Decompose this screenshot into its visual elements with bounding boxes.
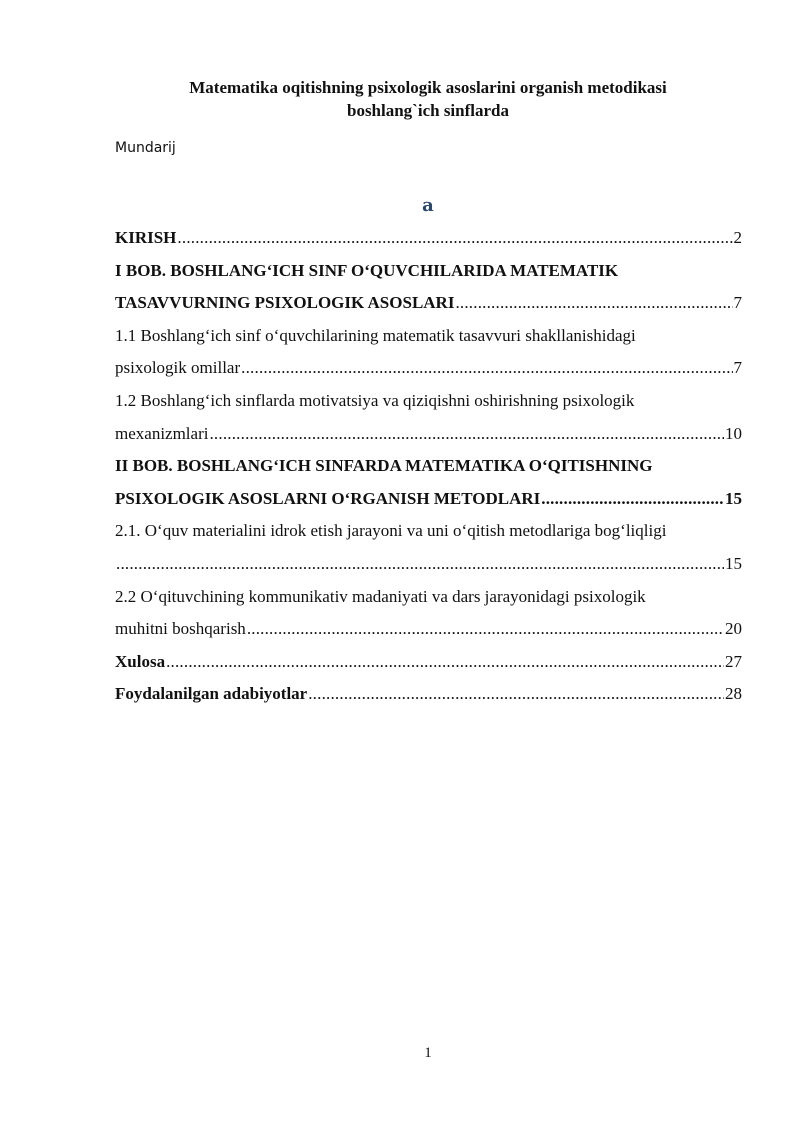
toc-leader-dots <box>241 352 732 385</box>
toc-leader-dots <box>455 287 732 320</box>
toc-entry-label: PSIXOLOGIK ASOSLARNI O‘RGANISH METODLARI <box>115 488 541 508</box>
toc-leader-dots <box>209 418 724 451</box>
toc-page-number: 7 <box>733 358 742 378</box>
toc-entry-1-2[interactable] <box>115 418 742 451</box>
toc-leader-dots <box>116 548 724 581</box>
toc-page-number: 15 <box>725 553 742 573</box>
toc-entry-label: TASAVVURNING PSIXOLOGIK ASOSLARI <box>115 293 455 313</box>
contents-label: Mundarij <box>115 140 176 156</box>
toc-leader-dots <box>177 222 732 255</box>
toc-entry-label: Foydalanilgan adabiyotlar <box>115 684 308 704</box>
toc-page-number: 15 <box>725 488 742 508</box>
document-title <box>0 76 800 122</box>
toc-leader-dots <box>541 483 724 516</box>
toc-entry-label: KIRISH <box>115 228 177 247</box>
page-number: 1 <box>424 1045 432 1061</box>
title-line-1: Matematika oqitishning psixologik asoslarini organish metodikasi <box>189 78 667 97</box>
toc-entry-label: muhitni boshqarish <box>115 619 246 639</box>
toc-page-number: 20 <box>725 619 742 639</box>
toc-leader-dots <box>166 646 724 679</box>
toc-heading: a <box>422 195 434 216</box>
toc-entry-xulosa[interactable] <box>115 646 742 679</box>
table-of-contents <box>115 222 742 711</box>
toc-leader-dots <box>308 678 724 711</box>
toc-leader-dots <box>247 613 724 646</box>
toc-entry-2-2[interactable] <box>115 613 742 646</box>
toc-entry-1-2-line-1[interactable]: 1.2 Boshlang‘ich sinflarda motivatsiya va qiziqishni oshirishning psixologik <box>115 390 635 410</box>
title-line-2: boshlang`ich sinflarda <box>346 101 509 120</box>
toc-page-number: 10 <box>725 423 742 443</box>
toc-entry-chapter-1-line-1[interactable]: I BOB. BOSHLANG‘ICH SINF O‘QUVCHILARIDA MATEMATIK <box>115 260 619 280</box>
toc-entry-chapter-1[interactable] <box>115 287 742 320</box>
toc-entry-1-1[interactable] <box>115 352 742 385</box>
toc-entry-label: psixologik omillar <box>115 358 241 378</box>
toc-entry-1-1-line-1[interactable]: 1.1 Boshlang‘ich sinf o‘quvchilarining matematik tasavvuri shakllanishidagi <box>115 325 636 345</box>
toc-entry-chapter-2[interactable] <box>115 483 742 516</box>
toc-entry-kirish[interactable] <box>115 222 742 255</box>
toc-page-number: 7 <box>733 293 742 313</box>
toc-page-number: 27 <box>725 651 742 671</box>
toc-page-number: 28 <box>725 684 742 704</box>
toc-entry-2-2-line-1[interactable]: 2.2 O‘qituvchining kommunikativ madaniyati va dars jarayonidagi psixologik <box>115 586 646 606</box>
toc-entry-2-1[interactable] <box>115 548 742 581</box>
toc-entry-label: mexanizmlari <box>115 423 209 443</box>
toc-entry-label: Xulosa <box>115 651 166 671</box>
toc-entry-chapter-2-line-1[interactable]: II BOB. BOSHLANG‘ICH SINFARDA MATEMATIKA O‘QITISHNING <box>115 456 653 476</box>
toc-entry-references[interactable] <box>115 678 742 711</box>
toc-page-number: 2 <box>733 228 742 247</box>
toc-entry-2-1-line-1[interactable]: 2.1. O‘quv materialini idrok etish jarayoni va uni o‘qitish metodlariga bog‘liqligi <box>115 521 667 541</box>
